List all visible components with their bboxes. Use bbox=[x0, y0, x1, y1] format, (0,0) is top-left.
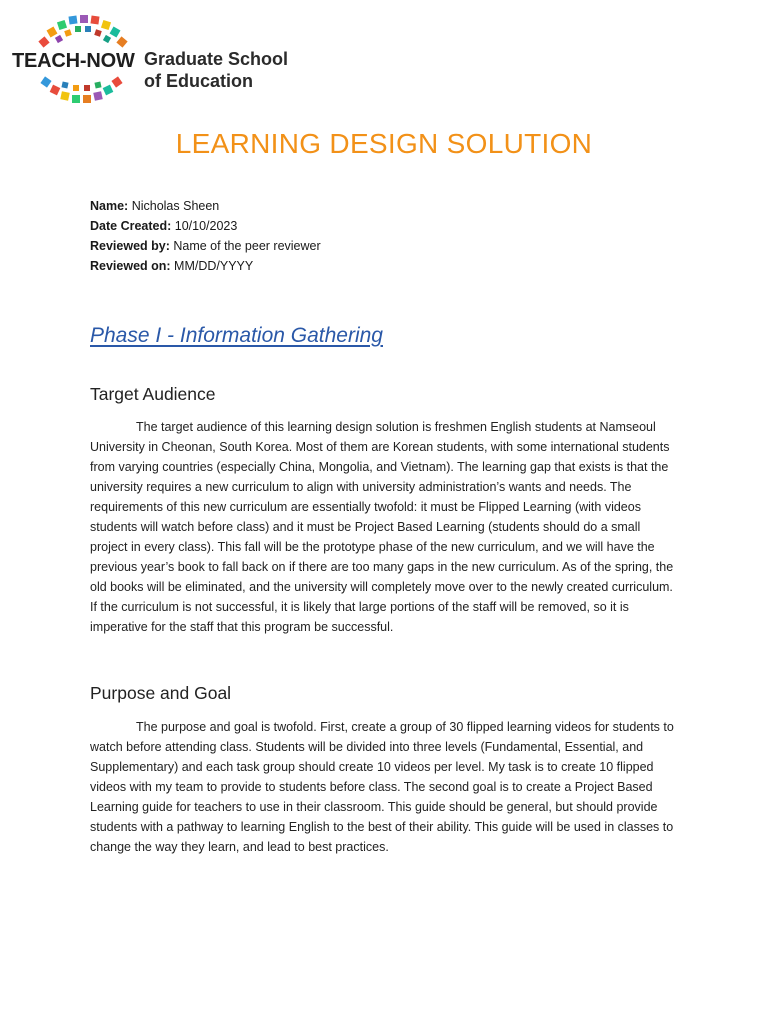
meta-name-value: Nicholas Sheen bbox=[128, 199, 220, 213]
logo-mosaic-arc-top-icon bbox=[32, 12, 132, 48]
logo-wordmark: TEACH-NOW bbox=[12, 50, 135, 72]
meta-reviewed-on-row bbox=[90, 256, 321, 276]
logo-school-name bbox=[144, 48, 288, 92]
logo-school-line2: of Education bbox=[144, 71, 253, 91]
logo-mosaic-arc-bottom-icon bbox=[32, 76, 132, 110]
section-heading-target-audience: Target Audience bbox=[90, 384, 216, 404]
section-body-target-audience: The target audience of this learning design solution is freshmen English students at Namseoul University in Cheonan, South Korea. Most of them are Korean students, with some international students from varying countries (especially China, Mongolia, and Vietnam). The learning gap that exists is that the university requires a new curriculum to align with university administration’s wants and needs. The requirements of this new curriculum are essentially twofold: it must be Flipped Learning (with videos students will watch before class) and it must be Project Based Learning (students should do a small project in every class). This fall will be the prototype phase of the new curriculum, and we will have the previous year’s book to fall back on if there are too many gaps in the new curriculum. As of the spring, the old books will be eliminated, and the university will completely move over to the newly created curriculum. If the curriculum is not successful, it is likely that large portions of the staff will be removed, so it is imperative for the staff that this program be successful. bbox=[90, 420, 674, 634]
meta-date-value: 10/10/2023 bbox=[171, 219, 238, 233]
phase-heading: Phase I - Information Gathering bbox=[90, 324, 383, 347]
meta-reviewed-by-label: Reviewed by: bbox=[90, 239, 170, 253]
meta-name-label: Name: bbox=[90, 199, 129, 213]
section-heading-purpose-goal: Purpose and Goal bbox=[90, 683, 232, 703]
meta-date-label: Date Created: bbox=[90, 219, 172, 233]
document-meta bbox=[90, 196, 321, 276]
logo-school-line1: Graduate School bbox=[144, 49, 289, 69]
teach-now-logo bbox=[12, 10, 312, 110]
meta-reviewed-by-row bbox=[90, 236, 321, 256]
meta-reviewed-by-value: Name of the peer reviewer bbox=[169, 239, 321, 253]
meta-date-row bbox=[90, 216, 321, 236]
section-body-purpose-goal: The purpose and goal is twofold. First, create a group of 30 flipped learning videos for students to watch before attending class. Students will be divided into three levels (Fundamental, Essential, and Supplementary) and each task group should create 10 videos per level. My task is to create 10 flipped videos with my team to provide to students before class. The second goal is to create a Project Based Learning guide for teachers to use in their classroom. This guide should be general, but should provide students with a pathway to learning English to the best of their ability. This guide will be used in classes to change the way they learn, and lead to best practices. bbox=[90, 720, 674, 854]
meta-name-row bbox=[90, 196, 321, 216]
meta-reviewed-on-value: MM/DD/YYYY bbox=[170, 259, 254, 273]
meta-reviewed-on-label: Reviewed on: bbox=[90, 259, 171, 273]
document-title: LEARNING DESIGN SOLUTION bbox=[175, 128, 593, 159]
